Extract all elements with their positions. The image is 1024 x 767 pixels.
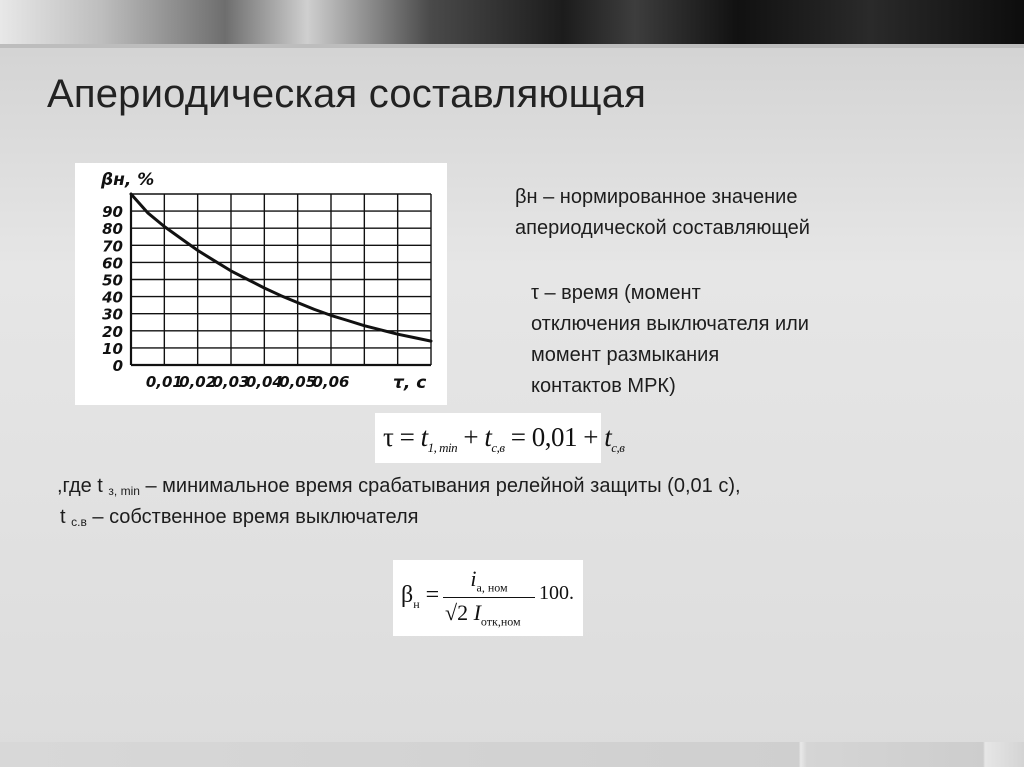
formula1-t2: t <box>484 422 492 452</box>
formula1-plus: + <box>457 422 485 452</box>
formula2-lhs <box>401 582 439 612</box>
tau-line-1: τ – время (момент <box>531 282 701 304</box>
x-tick-label: 0,05 <box>279 373 317 391</box>
tau-formula <box>375 413 625 463</box>
y-tick-label: 40 <box>102 288 123 307</box>
y-tick-label: 10 <box>102 339 123 358</box>
x-tick-label: 0,04 <box>245 373 283 391</box>
formula1-t2-sub: с,в <box>491 440 505 455</box>
formula1-t1: t <box>420 422 428 452</box>
tau-line-2: отключения выключателя или <box>531 313 809 335</box>
series-line <box>131 194 431 341</box>
where-line-1-text: – минимальное время срабатывания релейной защиты (0,01 с), <box>139 475 741 497</box>
formula1-mid: = 0,01 + <box>504 422 605 452</box>
where-line-2-sub: с.в <box>71 515 87 529</box>
slide-title: Апериодическая составляющая <box>47 72 647 116</box>
x-tick-label: 0,02 <box>179 373 217 391</box>
header-divider <box>0 44 1024 48</box>
formula2-den-sub: отк,ном <box>480 614 521 629</box>
beta-line-2: апериодической составляющей <box>515 217 810 239</box>
header-banner-image <box>0 0 1024 44</box>
formula1-t3-sub: с,в <box>611 440 625 455</box>
formula1-t3: t <box>604 422 612 452</box>
where-line-2-prefix: t <box>60 506 72 528</box>
tau-description <box>531 278 809 402</box>
where-line-2-text: – собственное время выключателя <box>86 506 419 528</box>
fraction-bar <box>443 597 535 598</box>
formula2-rhs: 100. <box>539 582 574 604</box>
y-tick-label: 90 <box>102 203 123 222</box>
tau-line-4: контактов МРК) <box>531 375 676 397</box>
decay-chart <box>75 163 447 405</box>
chart-series <box>131 194 431 341</box>
where-line-2 <box>60 502 418 538</box>
formula2-num: i <box>470 566 477 591</box>
y-tick-label: 60 <box>102 254 123 273</box>
beta-description <box>515 182 810 244</box>
x-tick-label: 0,03 <box>212 373 250 391</box>
formula2-denominator <box>445 600 521 629</box>
formula2-beta: β <box>401 582 414 608</box>
x-tick-label: 0,01 <box>145 373 183 391</box>
where-line-1-prefix: ,где t <box>57 475 109 497</box>
formula1-lhs: τ = <box>383 422 421 452</box>
chart-grid <box>131 194 431 365</box>
formula2-num-sub: а, ном <box>476 580 508 595</box>
where-line-1-sub: з, min <box>108 484 140 498</box>
y-tick-label: 70 <box>102 237 123 256</box>
y-tick-label: 0 <box>112 357 123 375</box>
beta-formula <box>393 560 583 636</box>
formula2-beta-sub: н <box>413 596 420 611</box>
y-tick-label: 50 <box>102 271 123 290</box>
formula2-den-I: I <box>473 600 481 625</box>
y-tick-label: 20 <box>102 322 123 341</box>
chart-panel <box>75 163 447 405</box>
formula1-t1-sub: 1, min <box>427 440 458 455</box>
formula2-eq: = <box>419 582 440 608</box>
x-axis-label: τ, c <box>393 373 427 393</box>
y-tick-label: 80 <box>102 220 123 239</box>
formula2-sqrt: √2 <box>445 600 469 625</box>
x-tick-label: 0,06 <box>312 373 350 391</box>
beta-line-1: βн – нормированное значение <box>515 186 798 208</box>
y-axis-label: βн, % <box>101 170 155 190</box>
tau-line-3: момент размыкания <box>531 344 720 366</box>
footer-stripe <box>0 742 1024 767</box>
formula2-numerator <box>440 566 538 595</box>
y-tick-label: 30 <box>102 305 123 324</box>
